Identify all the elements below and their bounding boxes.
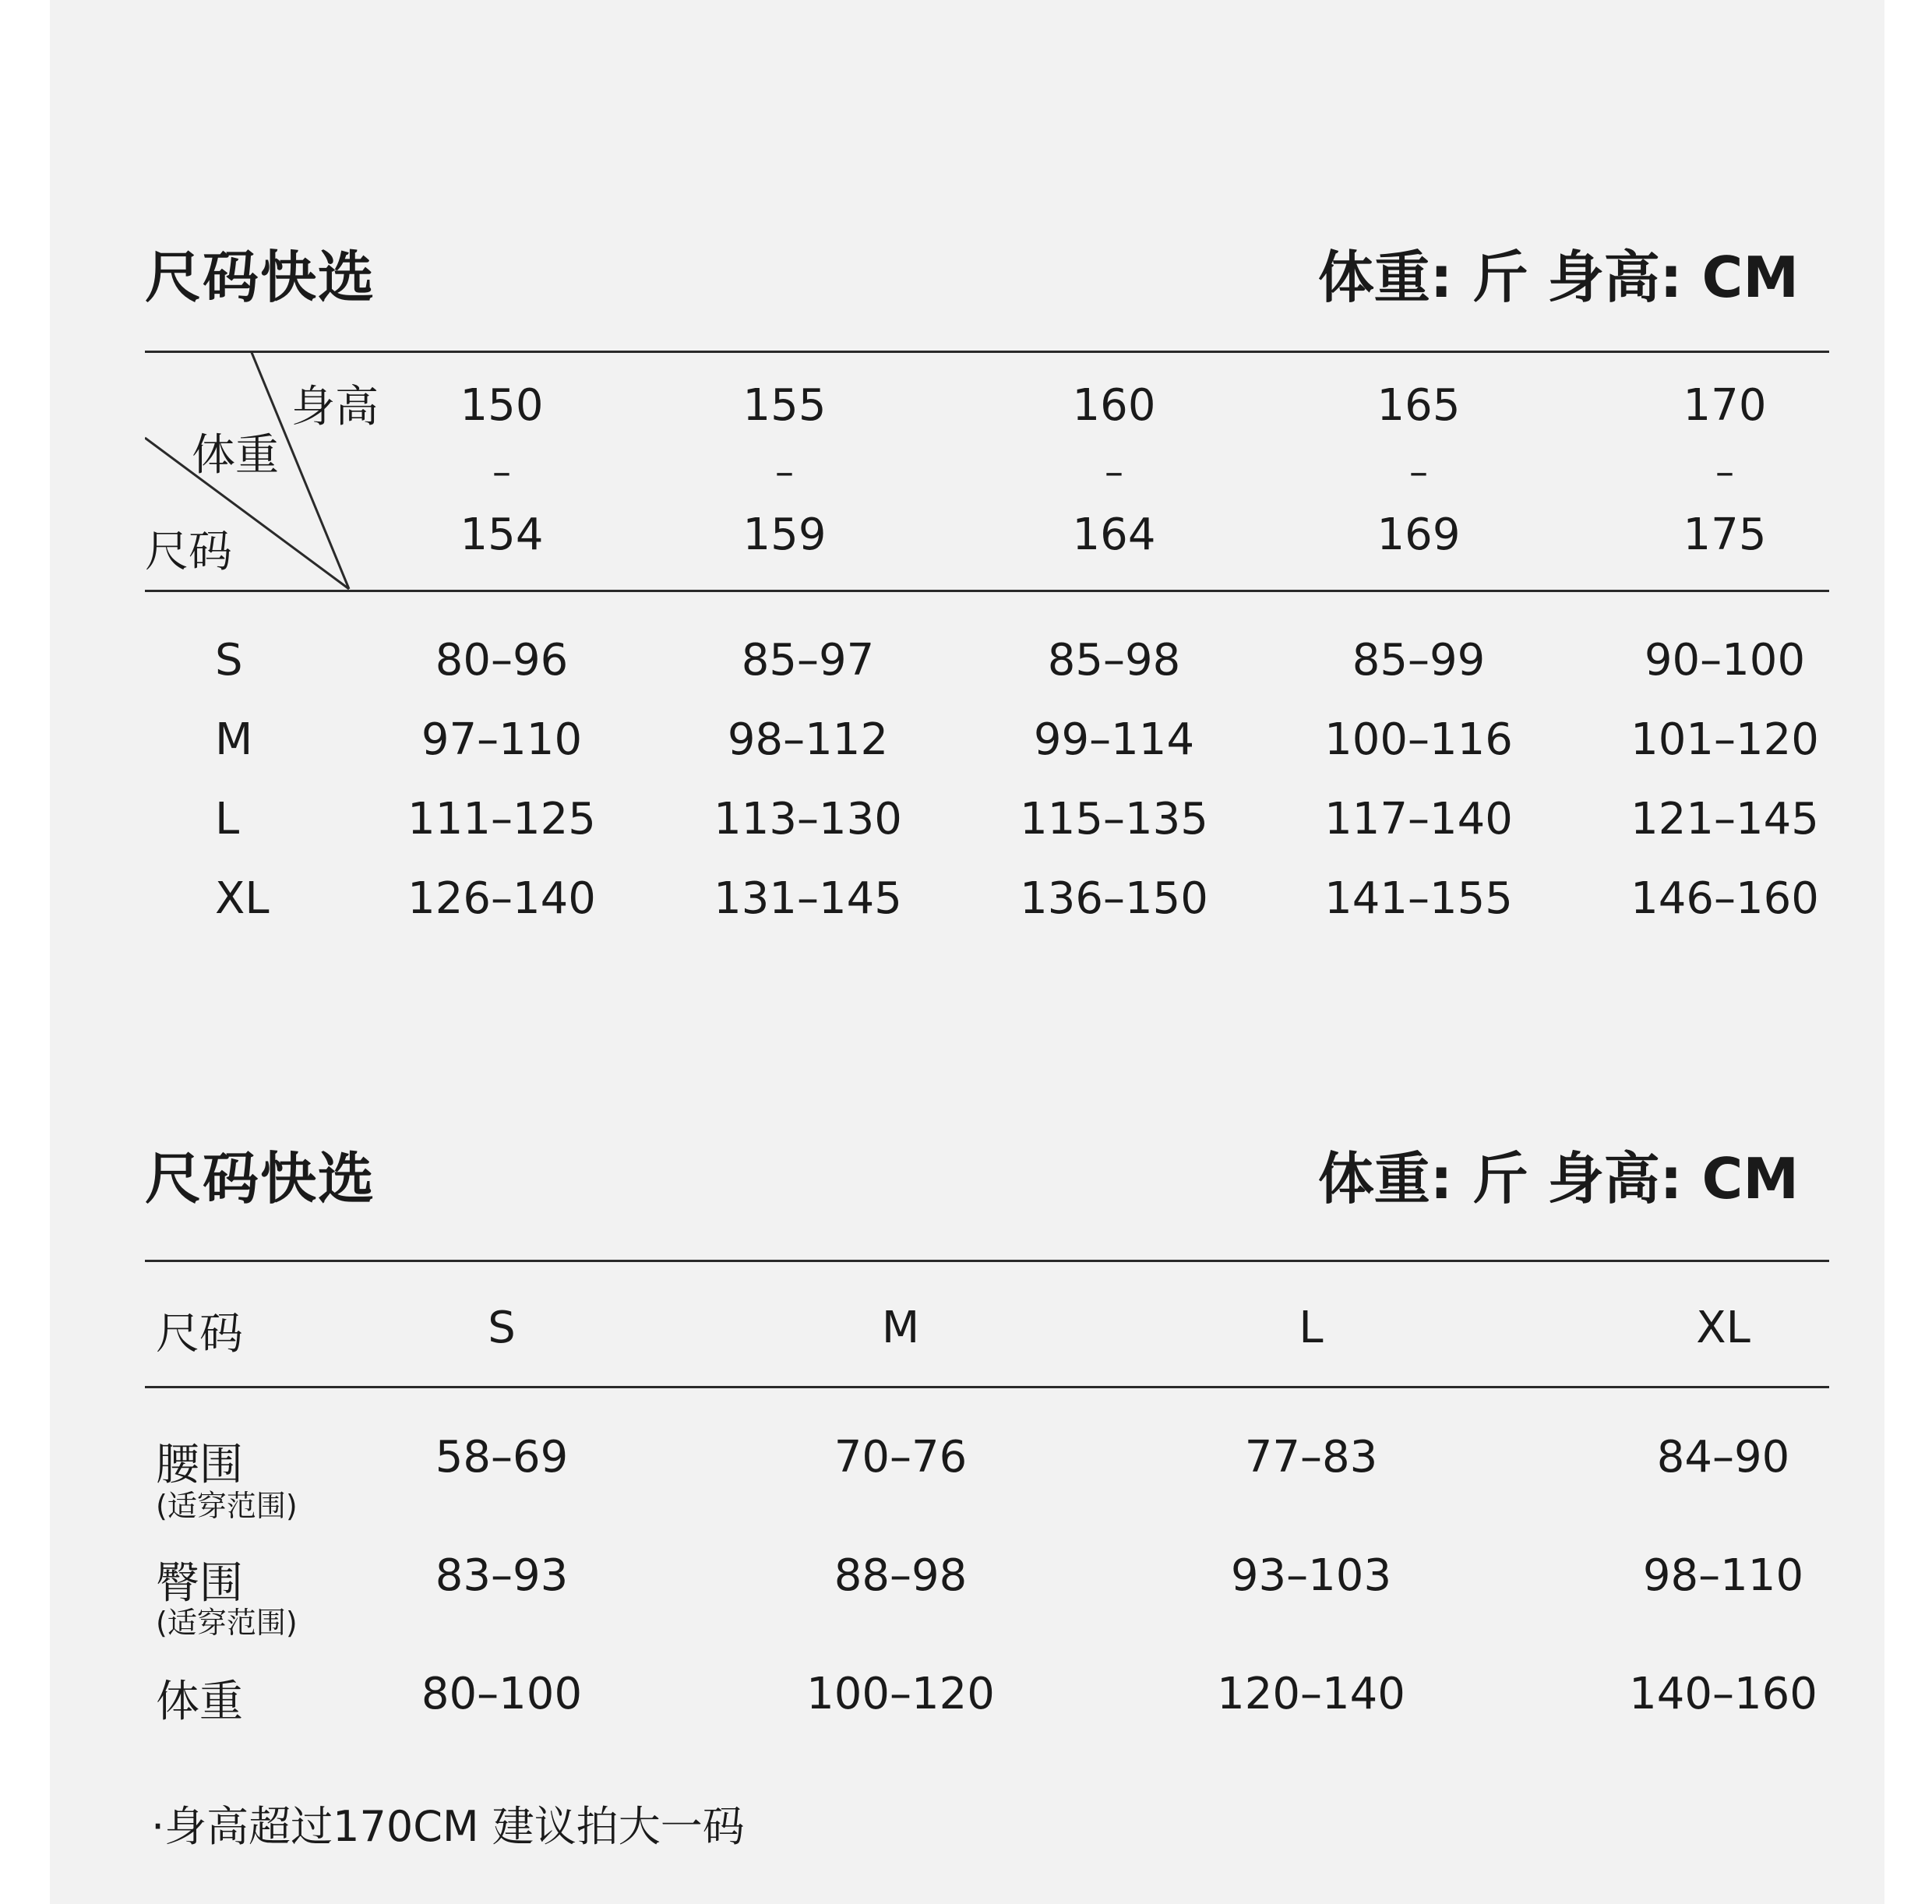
corner-weight-label: 体重 — [192, 430, 279, 481]
table2-header-rule — [145, 1386, 1829, 1388]
size-col-header-l: L — [1299, 1303, 1324, 1353]
weight-range-cell: 126–140 — [407, 873, 596, 924]
height-to: 169 — [1377, 509, 1461, 560]
height-from: 170 — [1683, 380, 1767, 431]
height-dash: – — [1409, 450, 1428, 494]
weight-range-cell: 85–97 — [741, 635, 875, 686]
weight-range-cell: 85–99 — [1352, 635, 1486, 686]
weight-cell: 100–120 — [806, 1669, 995, 1719]
corner-size-label: 尺码 — [145, 527, 232, 577]
weight-range-cell: 90–100 — [1644, 635, 1806, 686]
weight-range-cell: 131–145 — [714, 873, 902, 924]
row-size: S — [215, 635, 243, 686]
height-to: 175 — [1683, 509, 1767, 560]
row-label-weight: 体重 — [156, 1677, 243, 1727]
hip-cell: 98–110 — [1642, 1550, 1804, 1601]
height-to: 159 — [742, 509, 827, 560]
weight-range-cell: 136–150 — [1020, 873, 1208, 924]
waist-cell: 70–76 — [834, 1432, 968, 1483]
table2-units: 体重: 斤 身高: CM — [1317, 1146, 1799, 1211]
height-from: 160 — [1072, 380, 1156, 431]
weight-range-cell: 146–160 — [1631, 873, 1819, 924]
row-label-waist: 腰围 — [156, 1440, 243, 1490]
weight-range-cell: 97–110 — [421, 714, 583, 765]
weight-range-cell: 113–130 — [714, 794, 902, 844]
height-from: 165 — [1377, 380, 1461, 431]
height-to: 154 — [460, 509, 544, 560]
hip-cell: 88–98 — [834, 1550, 968, 1601]
table1-header-rule — [145, 590, 1829, 592]
corner-height-label: 身高 — [291, 382, 379, 432]
weight-range-cell: 85–98 — [1047, 635, 1181, 686]
size-up-note: ·身高超过170CM 建议拍大一码 — [151, 1802, 745, 1851]
table2-size-header-label: 尺码 — [156, 1309, 243, 1359]
table2-title: 尺码快选 — [145, 1146, 376, 1211]
row-size: L — [215, 794, 240, 844]
table1-title: 尺码快选 — [145, 245, 376, 310]
weight-range-cell: 100–116 — [1324, 714, 1513, 765]
weight-range-cell: 111–125 — [407, 794, 596, 844]
weight-cell: 140–160 — [1629, 1669, 1817, 1719]
weight-range-cell: 99–114 — [1033, 714, 1195, 765]
size-col-header-m: M — [881, 1303, 920, 1353]
height-dash: – — [1715, 450, 1734, 494]
height-dash: – — [492, 450, 511, 494]
row-size: XL — [215, 873, 270, 924]
weight-range-cell: 141–155 — [1324, 873, 1513, 924]
table2-top-rule — [145, 1260, 1829, 1262]
hip-cell: 83–93 — [435, 1550, 569, 1601]
table1-units: 体重: 斤 身高: CM — [1317, 245, 1799, 310]
weight-cell: 80–100 — [421, 1669, 583, 1719]
hip-cell: 93–103 — [1230, 1550, 1392, 1601]
weight-range-cell: 101–120 — [1631, 714, 1819, 765]
row-sublabel-fit-range: (适穿范围) — [156, 1489, 298, 1523]
weight-range-cell: 121–145 — [1631, 794, 1819, 844]
row-size: M — [215, 714, 253, 765]
waist-cell: 77–83 — [1244, 1432, 1378, 1483]
height-to: 164 — [1072, 509, 1156, 560]
weight-range-cell: 115–135 — [1020, 794, 1208, 844]
weight-range-cell: 80–96 — [435, 635, 569, 686]
height-dash: – — [775, 450, 794, 494]
row-label-hip: 臀围 — [156, 1558, 243, 1609]
height-dash: – — [1105, 450, 1123, 494]
weight-range-cell: 98–112 — [727, 714, 889, 765]
waist-cell: 58–69 — [435, 1432, 569, 1483]
weight-range-cell: 117–140 — [1324, 794, 1513, 844]
waist-cell: 84–90 — [1656, 1432, 1790, 1483]
size-col-header-xl: XL — [1696, 1303, 1750, 1353]
height-from: 155 — [742, 380, 827, 431]
weight-cell: 120–140 — [1217, 1669, 1405, 1719]
size-col-header-s: S — [488, 1303, 516, 1353]
height-from: 150 — [460, 380, 544, 431]
size-guide-panel — [50, 0, 1884, 1904]
row-sublabel-fit-range: (适穿范围) — [156, 1606, 298, 1640]
